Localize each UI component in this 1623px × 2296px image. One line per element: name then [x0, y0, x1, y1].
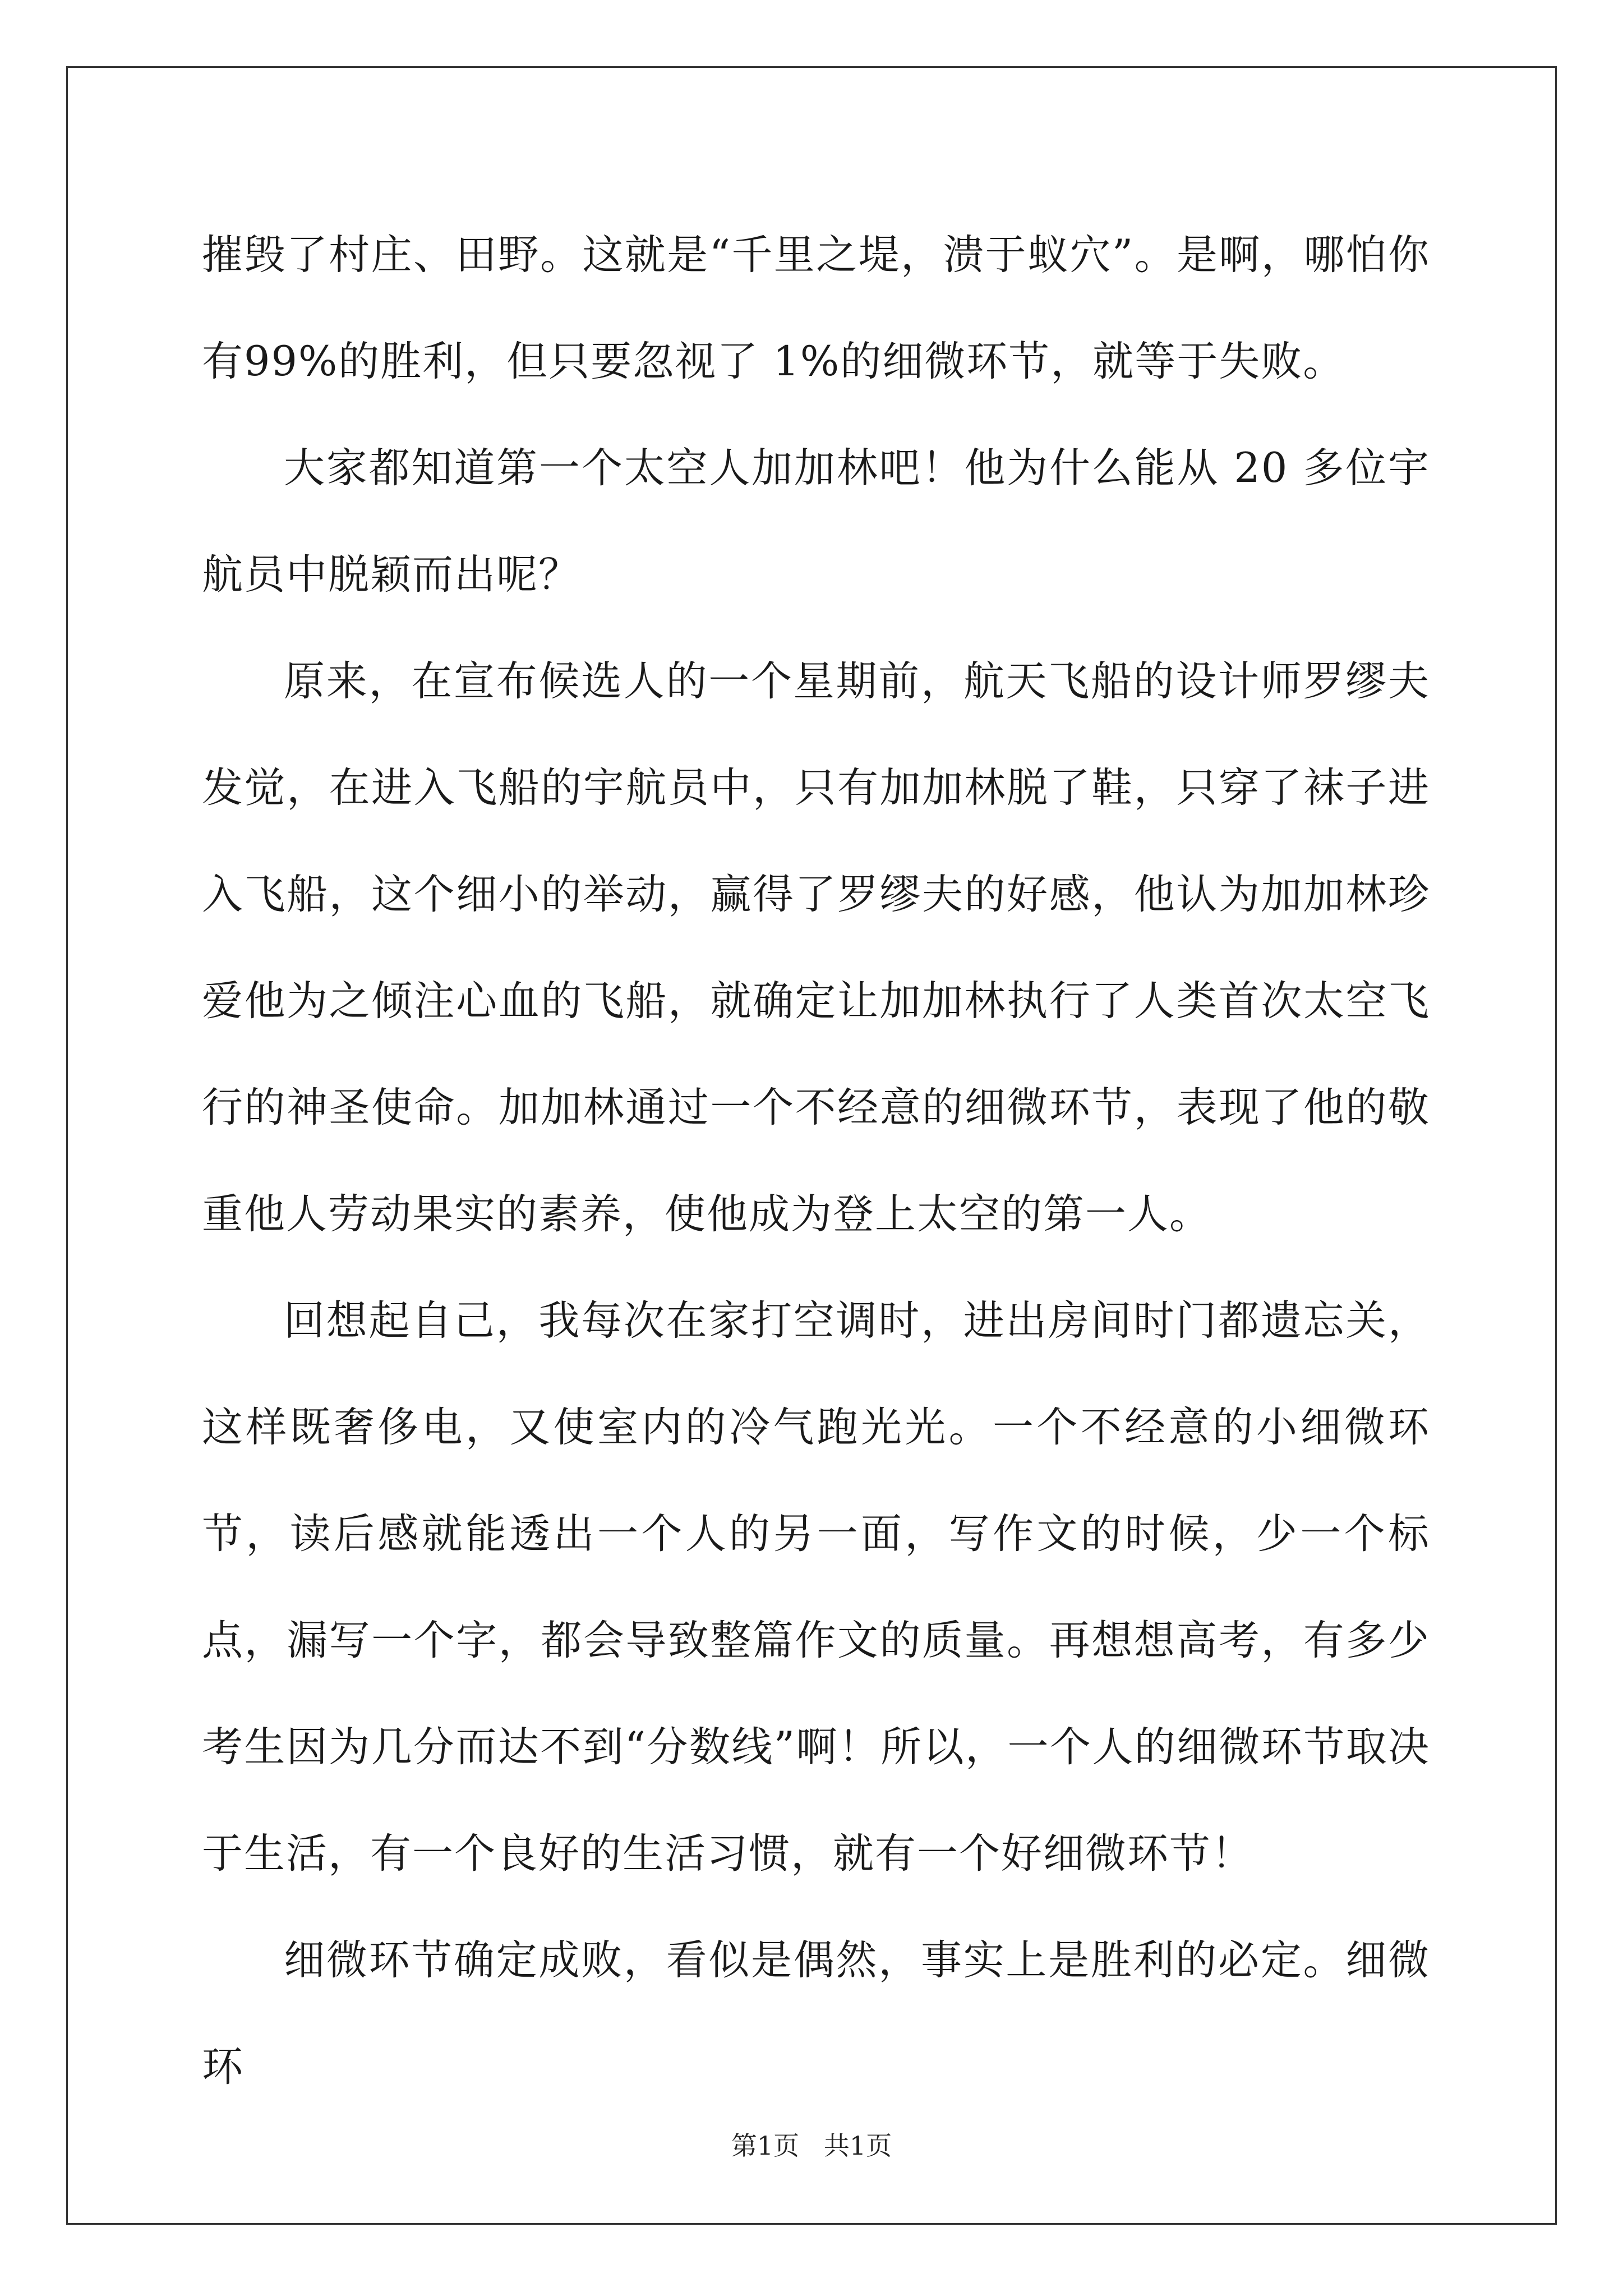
paragraph-5: 细微环节确定成败，看似是偶然，事实上是胜利的必定。细微环: [202, 1936, 1430, 2091]
paragraph-3: 原来，在宣布候选人的一个星期前，航天飞船的设计师罗缪夫发觉，在进入飞船的宇航员中，只有加加林脱了鞋，只穿了袜子进入飞船，这个细小的举动，赢得了罗缪夫的好感，他认为加加林珍爱他为之倾注心血的飞船，就确定让加加林执行了人类首次太空飞行的神圣使命。加加林通过一个不经意的细微环节，表现了他的敬重他人劳动果实的素养，使他成为登上太空的第一人。: [202, 657, 1430, 1238]
paragraph-1: 摧毁了村庄、田野。这就是“千里之堤，溃于蚁穴”。是啊，哪怕你有99%的胜利，但只要忽视了 1%的细微环节，就等于失败。: [202, 231, 1430, 385]
document-body: [202, 202, 1430, 2120]
paragraph-2: 大家都知道第一个太空人加加林吧！他为什么能从 20 多位宇航员中脱颖而出呢？: [202, 444, 1430, 599]
page-footer: 第1页 共1页: [731, 2131, 892, 2161]
paragraph-4: 回想起自己，我每次在家打空调时，进出房间时门都遗忘关，这样既奢侈电，又使室内的冷气跑光光。一个不经意的小细微环节，读后感就能透出一个人的另一面，写作文的时候，少一个标点，漏写一个字，都会导致整篇作文的质量。再想想高考，有多少考生因为几分而达不到“分数线”啊！所以，一个人的细微环节取决于生活，有一个良好的生活习惯，就有一个好细微环节！: [202, 1297, 1430, 1878]
